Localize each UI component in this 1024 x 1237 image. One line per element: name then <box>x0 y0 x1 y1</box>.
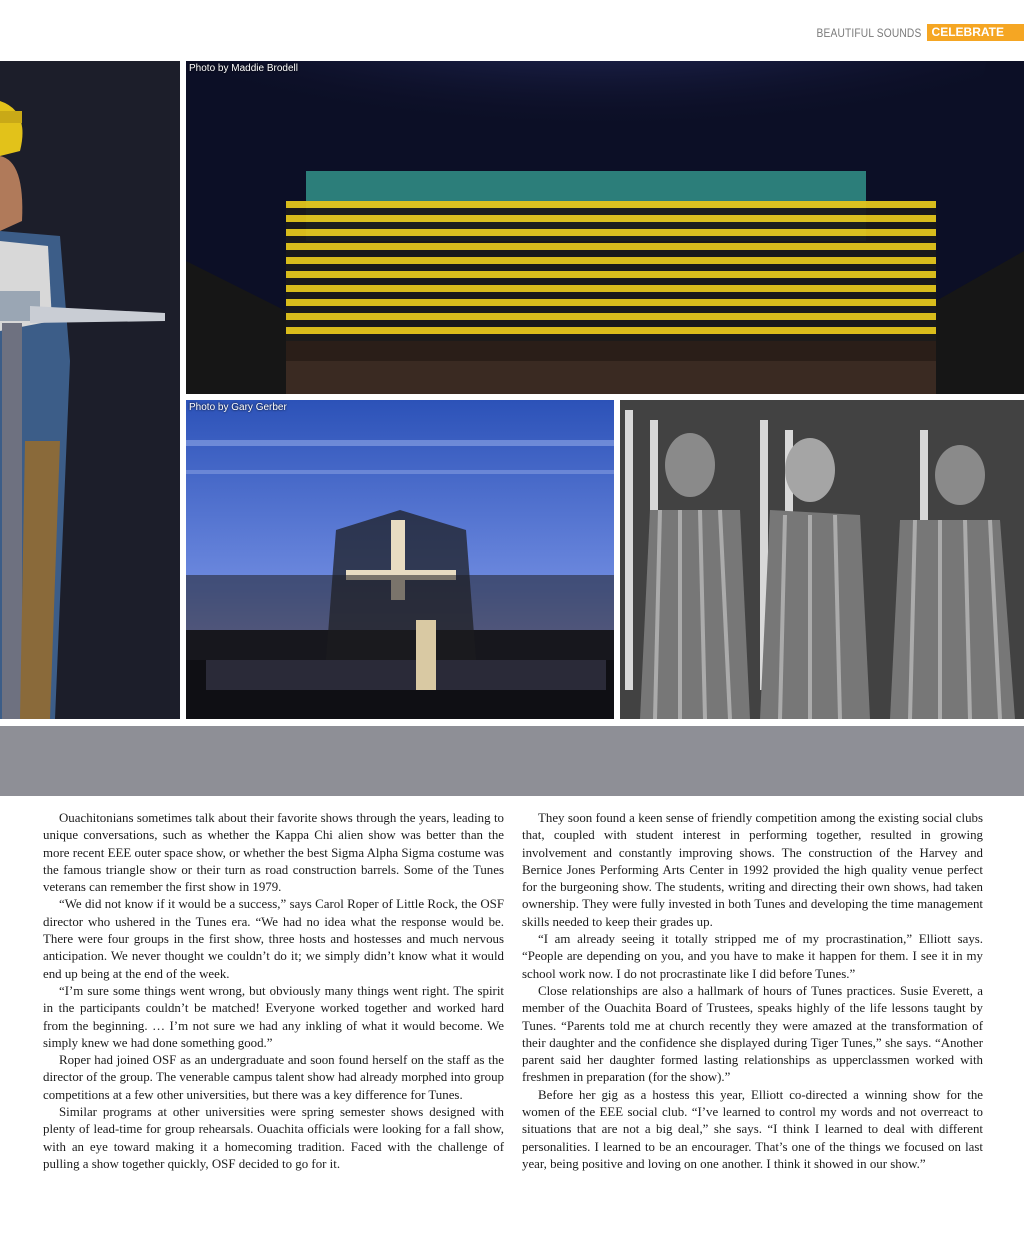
article-column-left <box>43 810 504 1173</box>
section-tag: CELEBRATE <box>927 24 1024 41</box>
article-paragraph: Close relationships are also a hallmark of hours of Tunes practices. Susie Everett, a member of the Ouachita Board of Trustees, speaks highly of the life lessons taught by Tunes. “Parents told me at church recently they were amazed at the transformation of their daughter and the confidence she displayed during Tiger Tunes,” she says. “Another parent said her daughter formed lasting relationships as upperclassmen worked with freshmen in preparation (for the show).” <box>522 983 983 1085</box>
article-column-right <box>522 810 983 1173</box>
section-divider-band <box>0 726 1024 796</box>
photo-credit-egypt: Photo by Gary Gerber <box>189 402 287 413</box>
photo-construction-worker <box>0 61 180 719</box>
page-header <box>798 24 1024 41</box>
article-paragraph: “I’m sure some things went wrong, but obviously many things went right. The spirit in the participants couldn’t be matched! Everyone worked together and worked hard from the beginning. … I’m not sure we had any inkling of what it would become. We simply knew we had done something good.” <box>43 983 504 1050</box>
article-paragraph: Roper had joined OSF as an undergraduate and soon found herself on the staff as the director of the group. The venerable campus talent show had already morphed into group competitions at a few other universities, but there was a key difference for Tunes. <box>43 1053 504 1102</box>
section-label: BEAUTIFUL SOUNDS <box>816 25 922 40</box>
article-paragraph: Ouachitonians sometimes talk about their favorite shows through the years, leading to unique conversations, such as whether the Kappa Chi alien show was better than the more recent EEE outer space show, or whether the best Sigma Alpha Sigma costume was the famous triangle show or their turn as road construction barrels. Some of the Tunes veterans can remember the first show in 1979. <box>43 811 504 895</box>
bee-show-illustration <box>186 61 1024 394</box>
article-paragraph: They soon found a keen sense of friendly competition among the existing social clubs that, coupled with student interest in performing together, resulted in growing involvement and constantly improving shows. The construction of the Harvey and Bernice Jones Performing Arts Center in 1992 provided the high quality venue perfect for the burgeoning show. The students, writing and directing their own shows, had taken ownership. They were fully invested in both Tunes and developing the time management skills needed to keep their grades up. <box>522 811 983 929</box>
article-paragraph: Similar programs at other universities were spring semester shows designed with plenty of lead-time for group rehearsals. Ouachita officials were looking for a fall show, with an eye toward making it a homecoming tradition. Faced with the challenge of pulling a show together quickly, OSF decided to go for it. <box>43 1105 504 1171</box>
photo-credit-bees: Photo by Maddie Brodell <box>189 63 298 74</box>
photo-bee-show <box>186 61 1024 394</box>
article-paragraph: Before her gig as a hostess this year, Elliott co-directed a winning show for the women of the EEE social club. “I’ve learned to control my words and not overreact to situations that are not a big deal,” she says. “I think I learned to deal with different personalities. I learned to be an encourager. That’s one of the things we focused on last year, being positive and loving on one another. I think it showed in our show.” <box>522 1087 983 1171</box>
construction-worker-illustration <box>0 61 180 719</box>
archive-photo-illustration <box>620 400 1024 719</box>
egyptian-show-illustration <box>186 400 614 719</box>
article-paragraph: “I am already seeing it totally stripped me of my procrastination,” Elliott says. “People are depending on you, and you have to make it happen for them. I see it in my school work now. I do not procrastinate like I did before Tunes.” <box>522 932 983 981</box>
article-paragraph: “We did not know if it would be a success,” says Carol Roper of Little Rock, the OSF director who ushered in the Tunes era. “We had no idea what the response would be. There were four groups in the first show, three hosts and hostesses and much nervous anticipation. We never thought we couldn’t do it; we simply didn’t know what it would end up being at the end of the week. <box>43 897 504 981</box>
photo-egyptian-show <box>186 400 614 719</box>
photo-archive-bw <box>620 400 1024 719</box>
